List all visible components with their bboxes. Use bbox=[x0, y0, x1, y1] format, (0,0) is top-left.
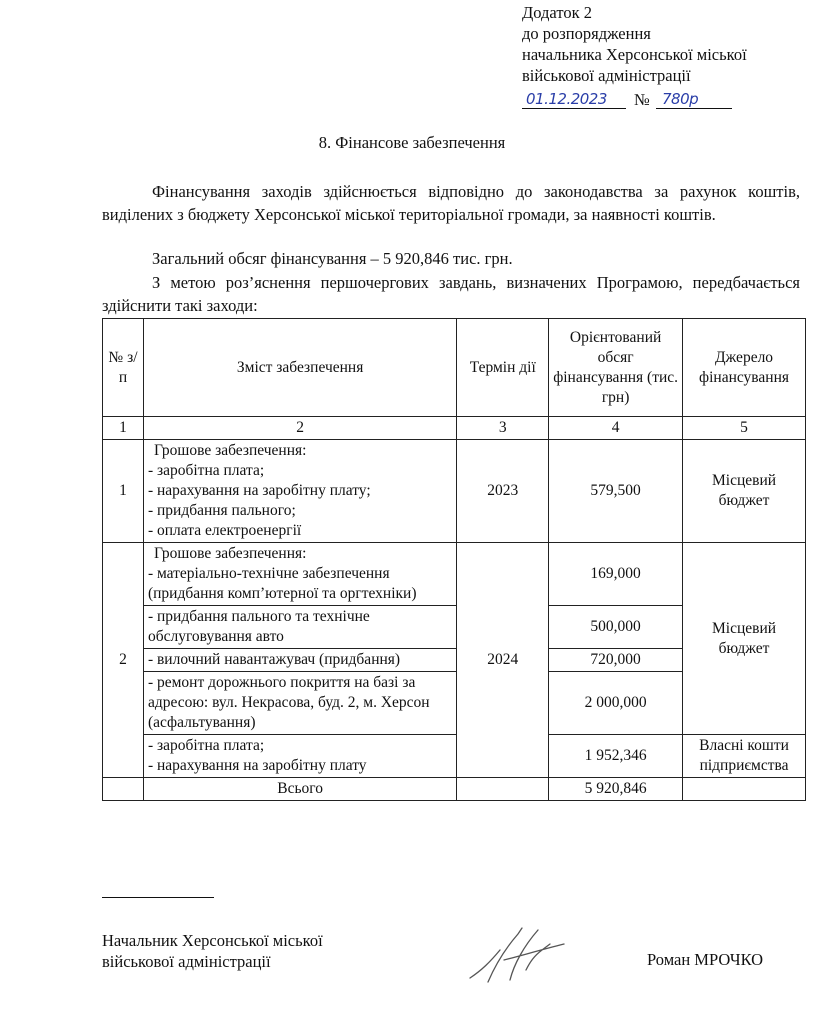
handwritten-date: 01.12.2023 bbox=[526, 90, 607, 108]
header-term: Термін дії bbox=[457, 319, 549, 417]
addendum-line-4: військової адміністрації bbox=[522, 66, 691, 85]
row2-sub1-text: - матеріально-технічне забезпечення (придбання комп’ютерної та оргтехніки) bbox=[147, 565, 417, 602]
row2-sub1-title: Грошове забезпечення: bbox=[153, 545, 307, 562]
table-column-numbers bbox=[103, 417, 806, 440]
row1-term: 2023 bbox=[457, 440, 549, 543]
header-content: Зміст забезпечення bbox=[143, 319, 456, 417]
colnum-5: 5 bbox=[683, 417, 806, 440]
colnum-4: 4 bbox=[549, 417, 683, 440]
row2-sub2-volume: 500,000 bbox=[549, 606, 683, 649]
total-label: Всього bbox=[143, 778, 456, 801]
addendum-line-2: до розпорядження bbox=[522, 24, 651, 43]
order-date-number bbox=[522, 86, 782, 114]
addendum-line-1: Додаток 2 bbox=[522, 3, 592, 22]
total-volume: 5 920,846 bbox=[549, 778, 683, 801]
total-empty-source bbox=[683, 778, 806, 801]
header-num: № з/п bbox=[103, 319, 144, 417]
row2-sub5-line2: - нарахування на заробітну плату bbox=[147, 757, 367, 774]
paragraph-financing: Фінансування заходів здійснюється відповідно до законодавства за рахунок коштів, виділених з бюджету Херсонської міської територіальної громади, за наявності коштів. bbox=[102, 182, 800, 224]
handwritten-signature bbox=[460, 920, 580, 990]
total-empty-num bbox=[103, 778, 144, 801]
row2-source-local: Місцевий бюджет bbox=[683, 543, 806, 735]
row2-sub4-text: - ремонт дорожнього покриття на базі за адресою: вул. Некрасова, буд. 2, м. Херсон (асфальтування) bbox=[143, 672, 456, 735]
row2-term: 2024 bbox=[457, 543, 549, 778]
addendum-line-3: начальника Херсонської міської bbox=[522, 45, 747, 64]
paragraph-measures: З метою роз’яснення першочергових завдань, визначених Програмою, передбачається здійснити такі заходи: bbox=[102, 273, 800, 315]
table-row bbox=[103, 543, 806, 606]
row2-sub2-text: - придбання пального та технічне обслуговування авто bbox=[143, 606, 456, 649]
number-underline bbox=[656, 108, 732, 109]
addendum-block bbox=[522, 2, 747, 86]
row2-sub5-line1: - заробітна плата; bbox=[147, 737, 265, 754]
signer-position-line-2: військової адміністрації bbox=[102, 952, 271, 971]
row1-content bbox=[143, 440, 456, 543]
signer-position bbox=[102, 930, 323, 972]
row1-volume: 579,500 bbox=[549, 440, 683, 543]
row2-sub1-content bbox=[143, 543, 456, 606]
row1-item-1: - заробітна плата; bbox=[147, 462, 265, 479]
footnote-rule bbox=[102, 897, 214, 898]
row2-sub1-volume: 169,000 bbox=[549, 543, 683, 606]
row1-source: Місцевий бюджет bbox=[683, 440, 806, 543]
paragraph-total: Загальний обсяг фінансування – 5 920,846 тис. грн. bbox=[152, 249, 513, 268]
row2-num: 2 bbox=[103, 543, 144, 778]
row2-sub3-text: - вилочний навантажувач (придбання) bbox=[143, 649, 456, 672]
row2-sub5-source: Власні кошти підприємства bbox=[683, 735, 806, 778]
row2-sub5-content bbox=[143, 735, 456, 778]
section-title: 8. Фінансове забезпечення bbox=[318, 133, 506, 152]
colnum-2: 2 bbox=[143, 417, 456, 440]
handwritten-number: 780р bbox=[662, 90, 699, 108]
header-volume: Орієнтований обсяг фінансування (тис. грн) bbox=[549, 319, 683, 417]
signer-position-line-1: Начальник Херсонської міської bbox=[102, 931, 323, 950]
row1-num: 1 bbox=[103, 440, 144, 543]
colnum-3: 3 bbox=[457, 417, 549, 440]
colnum-1: 1 bbox=[103, 417, 144, 440]
table-header-row bbox=[103, 319, 806, 417]
table-row bbox=[103, 440, 806, 543]
row1-item-3: - придбання пального; bbox=[147, 502, 296, 519]
row1-title: Грошове забезпечення: bbox=[153, 442, 307, 459]
row2-sub3-volume: 720,000 bbox=[549, 649, 683, 672]
table-total-row bbox=[103, 778, 806, 801]
row2-sub4-volume: 2 000,000 bbox=[549, 672, 683, 735]
row2-sub5-volume: 1 952,346 bbox=[549, 735, 683, 778]
financing-table bbox=[102, 318, 806, 801]
row1-item-4: - оплата електроенергії bbox=[147, 522, 302, 539]
total-empty-term bbox=[457, 778, 549, 801]
row1-item-2: - нарахування на заробітну плату; bbox=[147, 482, 371, 499]
number-label: № bbox=[634, 90, 650, 109]
table-row bbox=[103, 735, 806, 778]
header-source: Джерело фінансування bbox=[683, 319, 806, 417]
date-underline bbox=[522, 108, 626, 109]
signer-name: Роман МРОЧКО bbox=[647, 950, 764, 969]
